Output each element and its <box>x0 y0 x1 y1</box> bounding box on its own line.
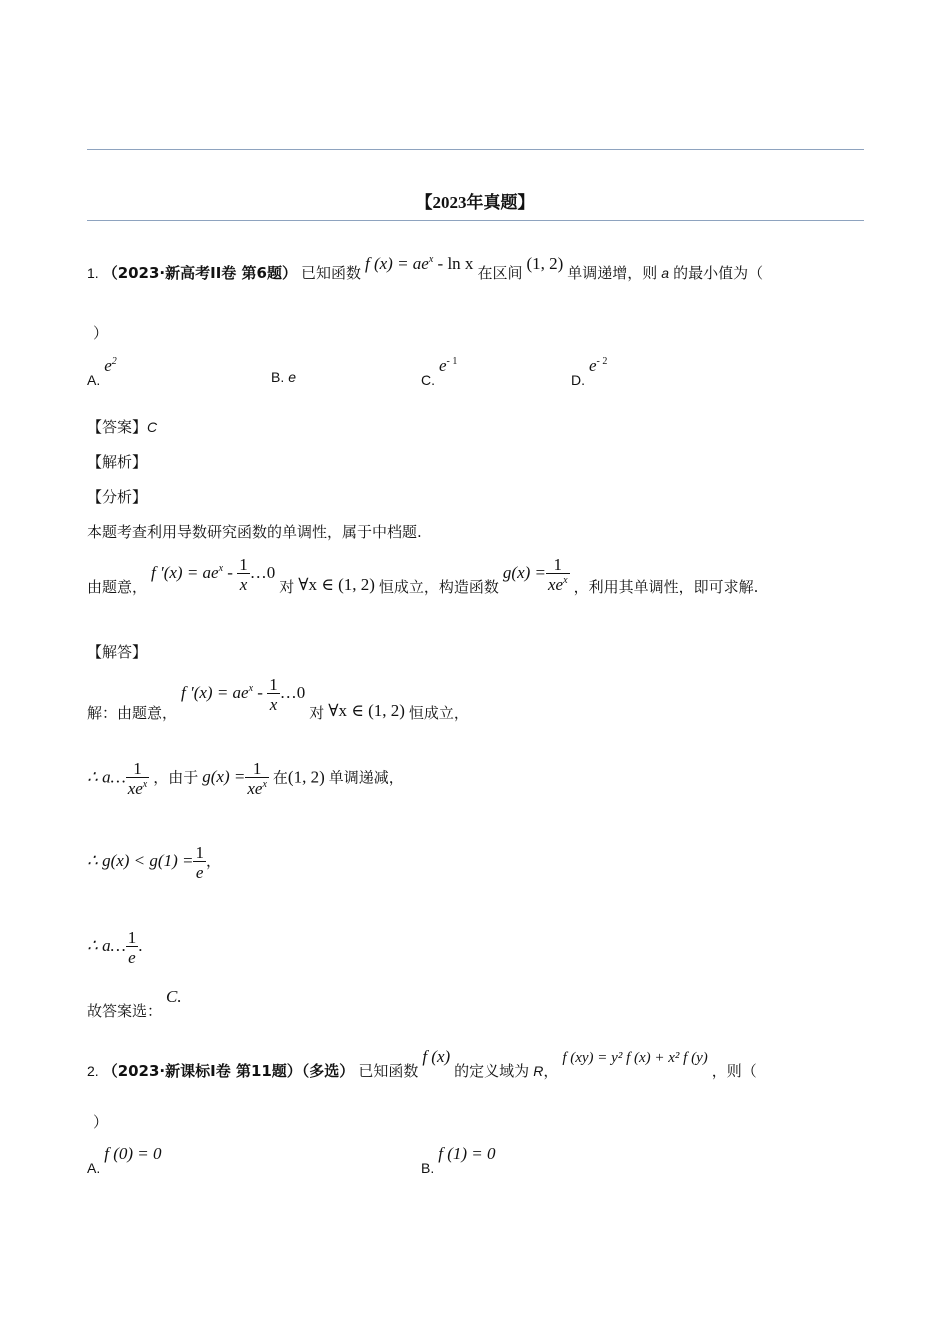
fenxi-label: 【分析】 <box>87 488 148 506</box>
function-expression: f $(x) = ae^x - \ln x$ <box>364 254 474 273</box>
question-1-stem <box>87 254 764 283</box>
g-function: g(x) = $\frac{1}{xe^x}$ <box>502 555 568 594</box>
q2-option-a: A. f (0) = 0 <box>87 1144 162 1176</box>
stem-text: 在区间 <box>477 264 523 282</box>
variable-a: a <box>661 265 670 281</box>
solution-step-1: 解：由题意， f $'(x) = ae^x$ - $\frac{1}{x}$ …0 对 ∀x ∈ (1, 2) 恒成立， <box>87 675 469 723</box>
question-2-stem: 2. （2023·新课标I卷 第11题）（多选） 已知函数 f (x) 的定义域为 R， f (xy) = y² f (x) + x² f (y) ，则（ <box>87 1047 757 1080</box>
solution-step-4: ∴ a… $\frac{1}{e}$ . <box>87 928 143 967</box>
close-paren: ） <box>93 1113 109 1131</box>
stem-text: 单调递增，则 <box>567 264 658 282</box>
analysis-label: 【解析】 <box>87 453 148 471</box>
stem-text: 已知函数 <box>300 264 361 282</box>
question-source: （2023·新高考II卷 第6题） <box>102 264 297 282</box>
answer-line: 【答案】C <box>87 418 158 436</box>
q2-option-b: B. f (1) = 0 <box>421 1144 496 1176</box>
solution-step-3: ∴ g(x) < g(1) = $\frac{1}{e}$ ， <box>87 843 221 882</box>
question-source: （2023·新课标I卷 第11题）（多选） <box>102 1062 355 1080</box>
option-b: B. e <box>271 369 297 385</box>
final-choice: 故答案选： C. <box>87 987 182 1020</box>
option-c: C. $e^{- 1}$ <box>421 356 458 388</box>
close-paren: ） <box>93 324 109 342</box>
question-number: 1. <box>87 265 99 281</box>
derivative-inequality: f $'(x) = ae^x$ - $\frac{1}{x}$ …0 <box>151 555 276 594</box>
option-d: D. $e^{- 2}$ <box>571 356 608 388</box>
jieda-label: 【解答】 <box>87 643 148 661</box>
stem-text: 的最小值为（ <box>673 264 764 282</box>
fenxi-text: 本题考查利用导数研究函数的单调性，属于中档题. <box>87 523 422 541</box>
solution-step-2: ∴ a… $\frac{1}{xe^x}$ ，由于 g(x) = $\frac{1}{xe^x}$ 在(1, 2) 单调递减， <box>87 759 404 799</box>
title-divider <box>87 220 864 221</box>
interval-expression: (1, 2) <box>526 254 564 273</box>
fenxi-derivation: 由题意， f $'(x) = ae^x$ - $\frac{1}{x}$ …0 对 ∀x ∈ (1, 2) 恒成立，构造函数 g(x) = $\frac{1}{xe^x}$ ，利用其单调性，即可求解. <box>87 555 759 597</box>
section-title: 【2023年真题】 <box>415 193 535 212</box>
top-divider <box>87 149 864 150</box>
option-a: A. $e^2$ <box>87 356 117 388</box>
